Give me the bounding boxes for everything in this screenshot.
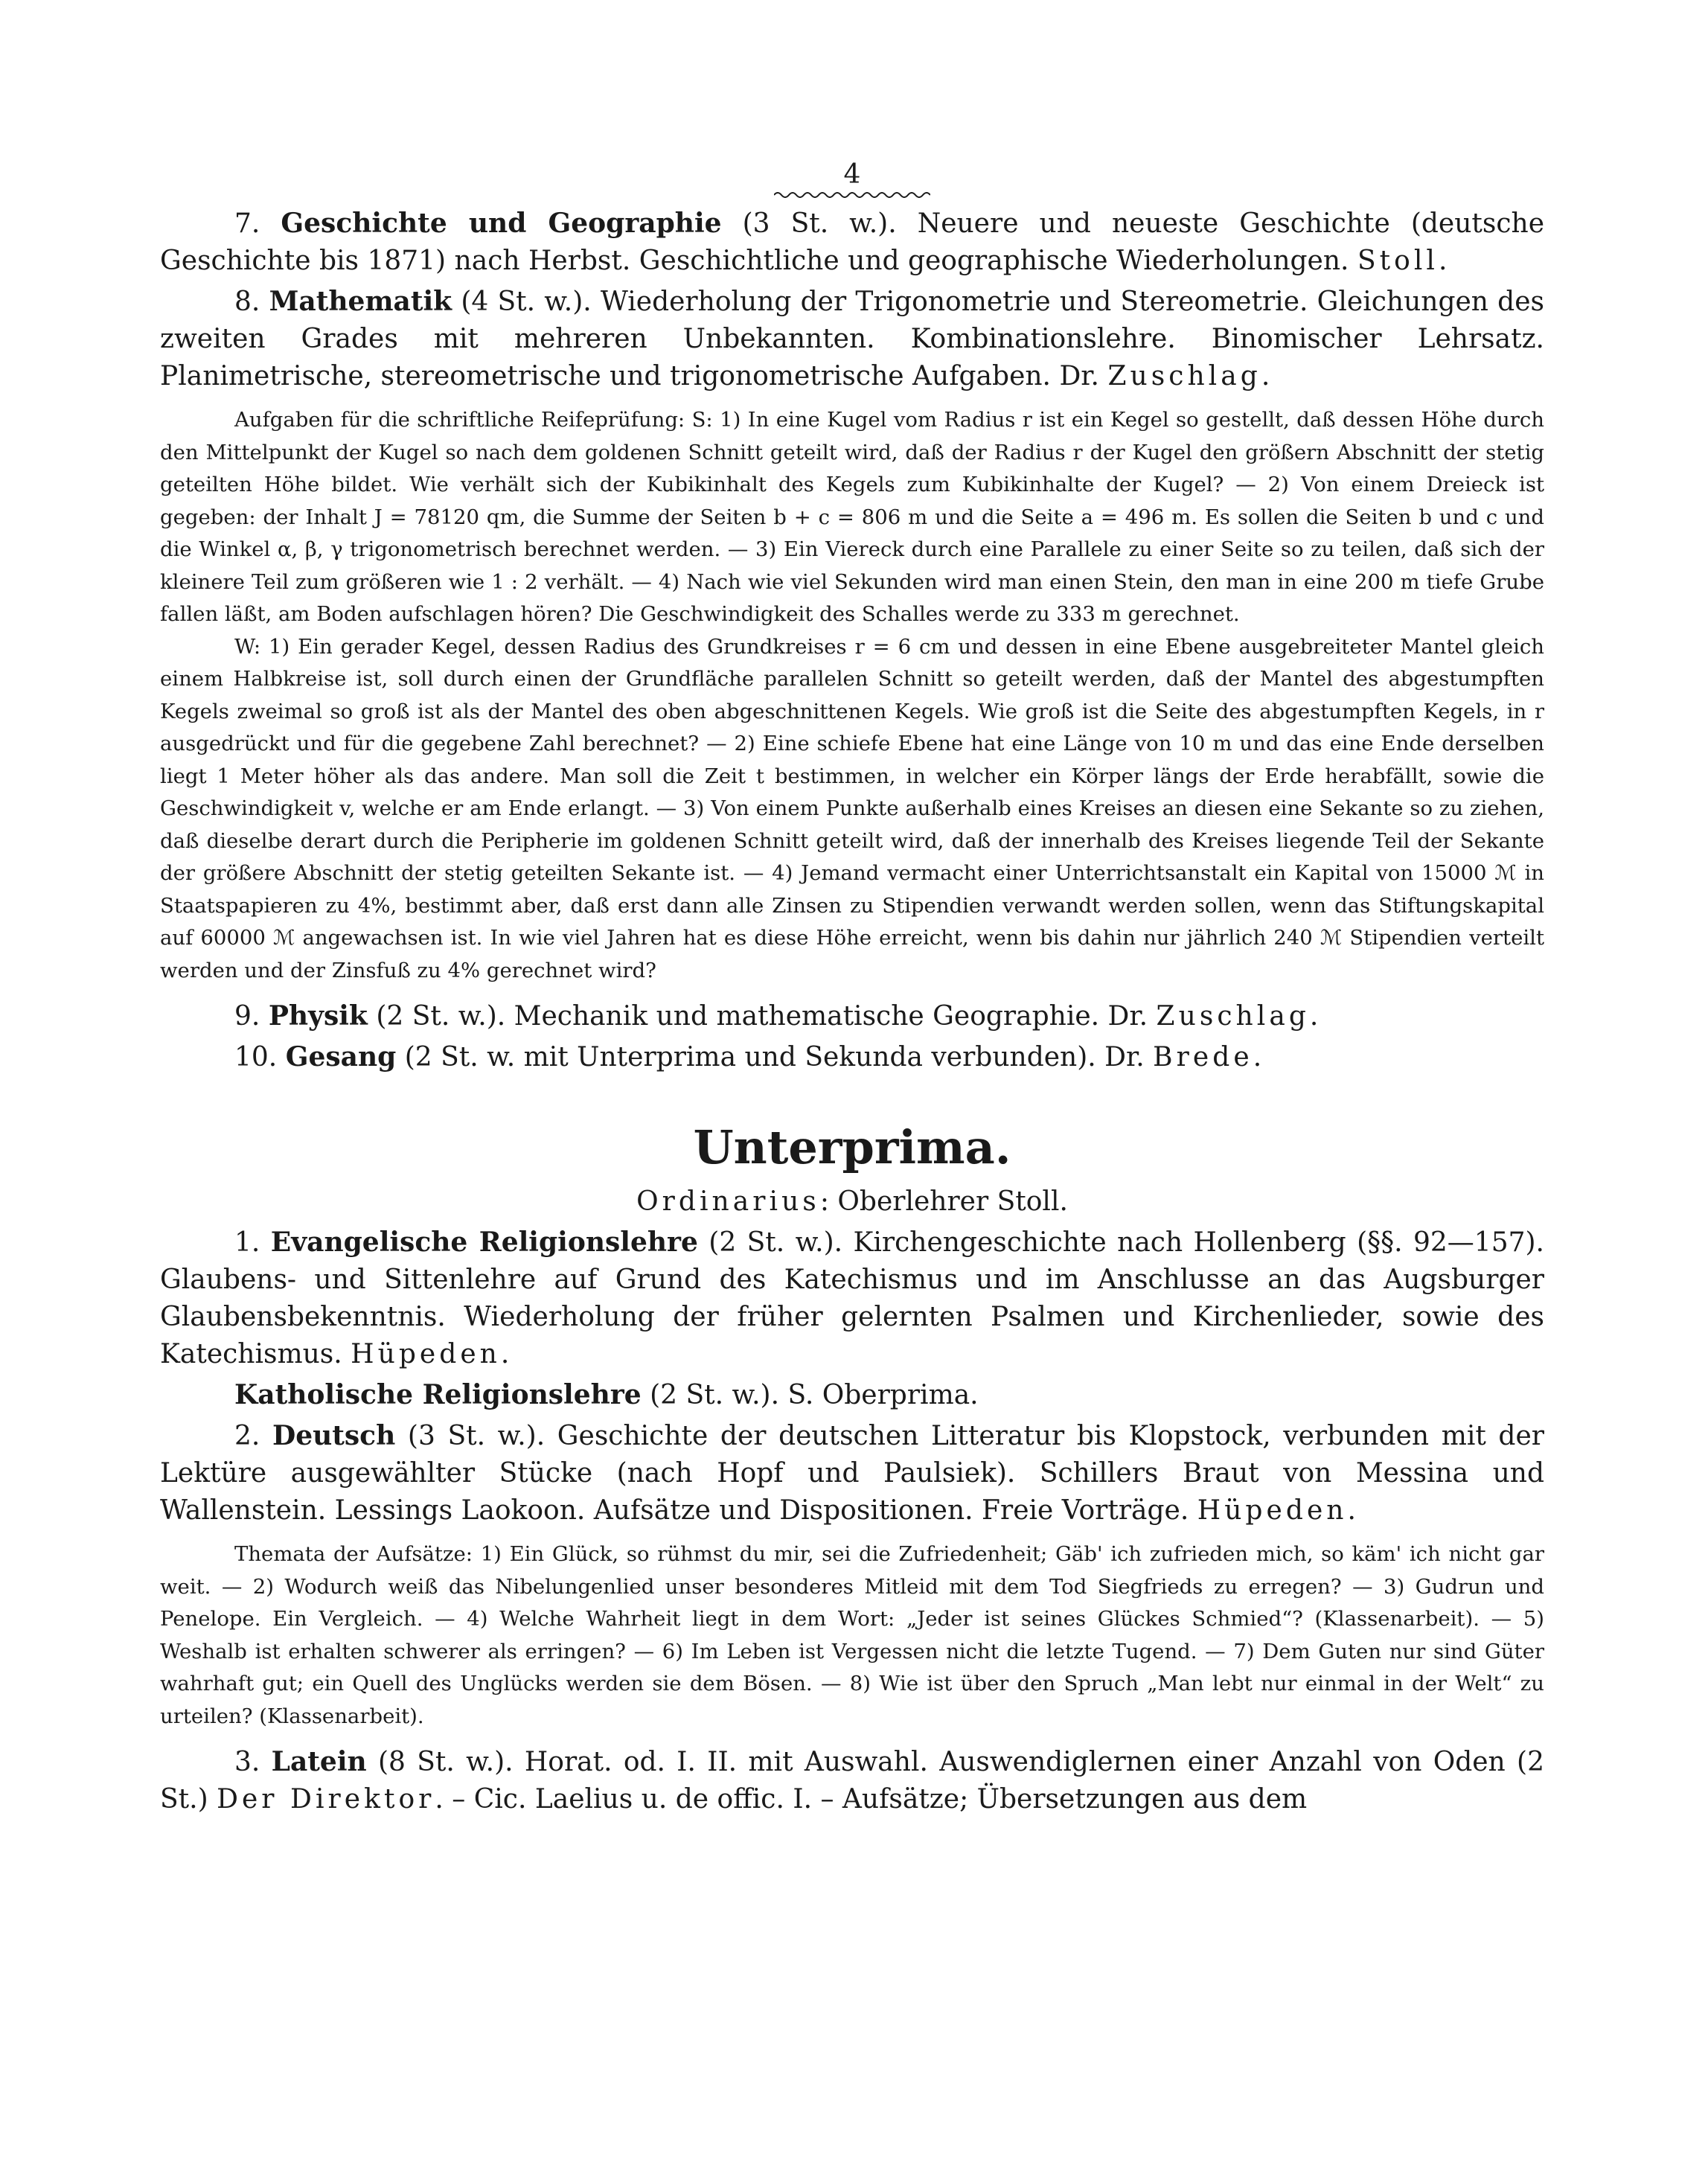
section-kath-religion xyxy=(160,1376,1544,1414)
section-number: 7. xyxy=(234,208,260,239)
ordinarius-line xyxy=(160,1183,1544,1221)
teacher-name: Stoll xyxy=(1357,246,1439,276)
section-text: . – Cic. Laelius u. de offic. I. – Aufsätze; Übersetzungen aus dem xyxy=(435,1784,1308,1815)
section-text: (4 St. w.). Wiederholung der Trigonometrie und Stereometrie. Gleichungen des zweiten Grades mit mehreren Unbekannten. Kombinationslehre. Binomischer Lehrsatz. Planimetrische, stereometrische und trigonometrische Aufgaben. Dr. xyxy=(160,287,1544,391)
section-latein xyxy=(160,1743,1544,1818)
section-text: (2 St. w.). Kirchengeschichte nach Hollenberg (§§. 92—157). Glaubens- und Sittenlehre auf Grund des Katechismus und im Anschlusse an das Augsburger Glaubensbekenntnis. Wiederholung der früher gelernten Psalmen und Kirchenlieder, sowie des Katechismus. xyxy=(160,1227,1544,1369)
ordinarius-label: Ordinarius xyxy=(636,1186,820,1217)
aufgaben-winter: W: 1) Ein gerader Kegel, dessen Radius des Grundkreises r = 6 cm und dessen in eine Ebene ausgebreiteter Mantel gleich einem Halbkreise ist, soll durch einen der Grundfläche parallelen Schnitt so geteilt werden, daß der Mantel des abgestumpften Kegels zweimal so groß ist als der Mantel des oben abgeschnittenen Kegels. Wie groß ist die Seite des abgestumpften Kegels, in r ausgedrückt und für die gegebene Zahl berechnet? — 2) Eine schiefe Ebene hat eine Länge von 10 m und das eine Ende derselben liegt 1 Meter höher als das andere. Man soll die Zeit t bestimmen, in welcher ein Körper längs der Erde herabfällt, sowie die Geschwindigkeit v, welche er am Ende erlangt. — 3) Von einem Punkte außerhalb eines Kreises an diesen eine Sekante so zu ziehen, daß dieselbe derart durch die Peripherie im goldenen Schnitt geteilt wird, daß der innerhalb des Kreises liegende Teil der Sekante der größere Abschnitt der stetig geteilten Sekante ist. — 4) Jemand vermacht einer Unterrichtsanstalt ein Kapital von 15000 ℳ in Staatspapieren zu 4%, bestimmt aber, daß erst dann alle Zinsen zu Stipendien verwandt werden sollen, wenn das Stiftungskapital auf 60000 ℳ angewachsen ist. In wie viel Jahren hat es diese Höhe erreicht, wenn bis dahin nur jährlich 240 ℳ Stipendien verteilt werden und der Zinsfuß zu 4% gerechnet wird? xyxy=(160,634,1544,982)
section-text: (3 St. w.). Geschichte der deutschen Litteratur bis Klopstock, verbunden mit der Lektüre ausgewählter Stücke (nach Hopf und Paulsiek). Schillers Braut von Messina und Wallenstein. Lessings Laokoon. Aufsätze und Dispositionen. Freie Vorträge. xyxy=(160,1421,1544,1526)
themata-aufsaetze: Themata der Aufsätze: 1) Ein Glück, so rühmst du mir, sei die Zufriedenheit; Gäb' ich zufrieden mich, so käm' ich nicht gar weit. — 2) Wodurch weiß das Nibelungenlied unser besonderes Mitleid mit dem Tod Siegfrieds zu erregen? — 3) Gudrun und Penelope. Ein Vergleich. — 4) Welche Wahrheit liegt in dem Wort: „Jeder ist seines Glückes Schmied“? (Klassenarbeit). — 5) Weshalb ist erhalten schwerer als erringen? — 6) Im Leben ist Vergessen nicht die letzte Tugend. — 7) Dem Guten nur sind Güter wahrhaft gut; ein Quell des Unglücks werden sie dem Bösen. — 8) Wie ist über den Spruch „Man lebt nur einmal in der Welt“ zu urteilen? (Klassenarbeit). xyxy=(160,1542,1544,1728)
ordinarius-value: : Oberlehrer Stoll. xyxy=(819,1186,1068,1217)
teacher-name: Hüpeden xyxy=(351,1339,501,1369)
subject-title: Physik xyxy=(268,1000,368,1032)
teacher-name: Brede xyxy=(1153,1042,1253,1072)
section-deutsch: 2. Deutsch (3 St. w.). Geschichte der deutschen Litteratur bis Klopstock, verbunden mit der Lektüre ausgewählter Stücke (nach Hopf und Paulsiek). Schillers Braut von Messina und Wallenstein. Lessings Laokoon. Aufsätze und Dispositionen. Freie Vorträge. Hüpeden. xyxy=(160,1420,1544,1526)
section-geschichte: 7. Geschichte und Geographie (3 St. w.). Neuere und neueste Geschichte (deutsche Geschichte bis 1871) nach Herbst. Geschichtliche und geographische Wiederholungen. Stoll. xyxy=(160,208,1544,276)
page-number: 4 xyxy=(843,159,861,190)
teacher-name: Zuschlag xyxy=(1156,1001,1310,1032)
subject-title: Gesang xyxy=(285,1041,397,1072)
section-ev-religion: 1. Evangelische Religionslehre (2 St. w.). Kirchengeschichte nach Hollenberg (§§. 92—157). Glaubens- und Sittenlehre auf Grund des Katechismus und im Anschlusse an das Augsburger Glaubensbekenntnis. Wiederholung der früher gelernten Psalmen und Kirchenlieder, sowie des Katechismus. Hüpeden. xyxy=(160,1227,1544,1369)
section-text: (2 St. w.). S. Oberprima. xyxy=(641,1380,979,1410)
subject-title: Geschichte und Geographie xyxy=(281,208,722,239)
section-text: (2 St. w.). Mechanik und mathematische Geographie. Dr. xyxy=(367,1001,1157,1032)
subject-title: Latein xyxy=(271,1746,367,1777)
section-gesang: 10. Gesang (2 St. w. mit Unterprima und Sekunda verbunden). Dr. Brede. xyxy=(234,1041,1262,1072)
aufgaben-sommer: Aufgaben für die schriftliche Reifeprüfung: S: 1) In eine Kugel vom Radius r ist ein Kegel so gestellt, daß dessen Höhe durch den Mittelpunkt der Kugel so nach dem goldenen Schnitt geteilt wird, daß der Radius r der Kugel den größern Abschnitt der stetig geteilten Höhe bildet. Wie verhält sich der Kubikinhalt des Kegels zum Kubikinhalte der Kugel? — 2) Von einem Dreieck ist gegeben: der Inhalt J = 78120 qm, die Summe der Seiten b + c = 806 m und die Seite a = 496 m. Es sollen die Seiten b und c und die Winkel α, β, γ trigonometrisch berechnet werden. — 3) Ein Viereck durch eine Parallele zu einer Seite so zu teilen, daß sich der kleinere Teil zum größeren wie 1 : 2 verhält. — 4) Nach wie viel Sekunden wird man einen Stein, den man in eine 200 m tiefe Grube fallen läßt, am Boden aufschlagen hören? Die Geschwindigkeit des Schalles werde zu 333 m gerechnet. xyxy=(160,408,1544,626)
teacher-name: Der Direktor xyxy=(217,1784,435,1815)
wavy-rule-icon xyxy=(774,190,930,200)
subject-title: Mathematik xyxy=(269,286,452,317)
section-number: 3. xyxy=(234,1747,260,1777)
section-text: (2 St. w. mit Unterprima und Sekunda verbunden). Dr. xyxy=(396,1042,1154,1072)
document-page xyxy=(160,160,1544,1818)
teacher-name: Hüpeden xyxy=(1197,1495,1348,1526)
subject-title: Deutsch xyxy=(272,1420,396,1451)
subject-title: Evangelische Religionslehre xyxy=(270,1227,698,1258)
subject-title: Katholische Religionslehre xyxy=(234,1379,642,1410)
teacher-name: Zuschlag xyxy=(1107,361,1261,391)
section-number: 2. xyxy=(234,1421,260,1451)
section-text: (8 St. w.). Horat. od. I. II. mit Auswahl. Auswendiglernen einer Anzahl von Oden (2 St.) xyxy=(160,1747,1544,1815)
section-mathematik: 8. Mathematik (4 St. w.). Wiederholung der Trigonometrie und Stereometrie. Gleichungen des zweiten Grades mit mehreren Unbekannten. Kombinationslehre. Binomischer Lehrsatz. Planimetrische, stereometrische und trigonometrische Aufgaben. Dr. Zuschlag. xyxy=(160,286,1544,391)
section-physik: 9. Physik (2 St. w.). Mechanik und mathematische Geographie. Dr. Zuschlag. xyxy=(234,1000,1319,1032)
section-text: (3 St. w.). Neuere und neueste Geschichte (deutsche Geschichte bis 1871) nach Herbst. Geschichtliche und geographische Wiederholungen. xyxy=(160,208,1544,276)
page-header xyxy=(160,160,1544,200)
class-heading-unterprima: Unterprima. xyxy=(693,1120,1011,1174)
section-number: 1. xyxy=(234,1227,260,1258)
section-number: 8. xyxy=(234,287,260,317)
section-number: 9. xyxy=(234,1001,260,1032)
section-number: 10. xyxy=(234,1042,278,1072)
